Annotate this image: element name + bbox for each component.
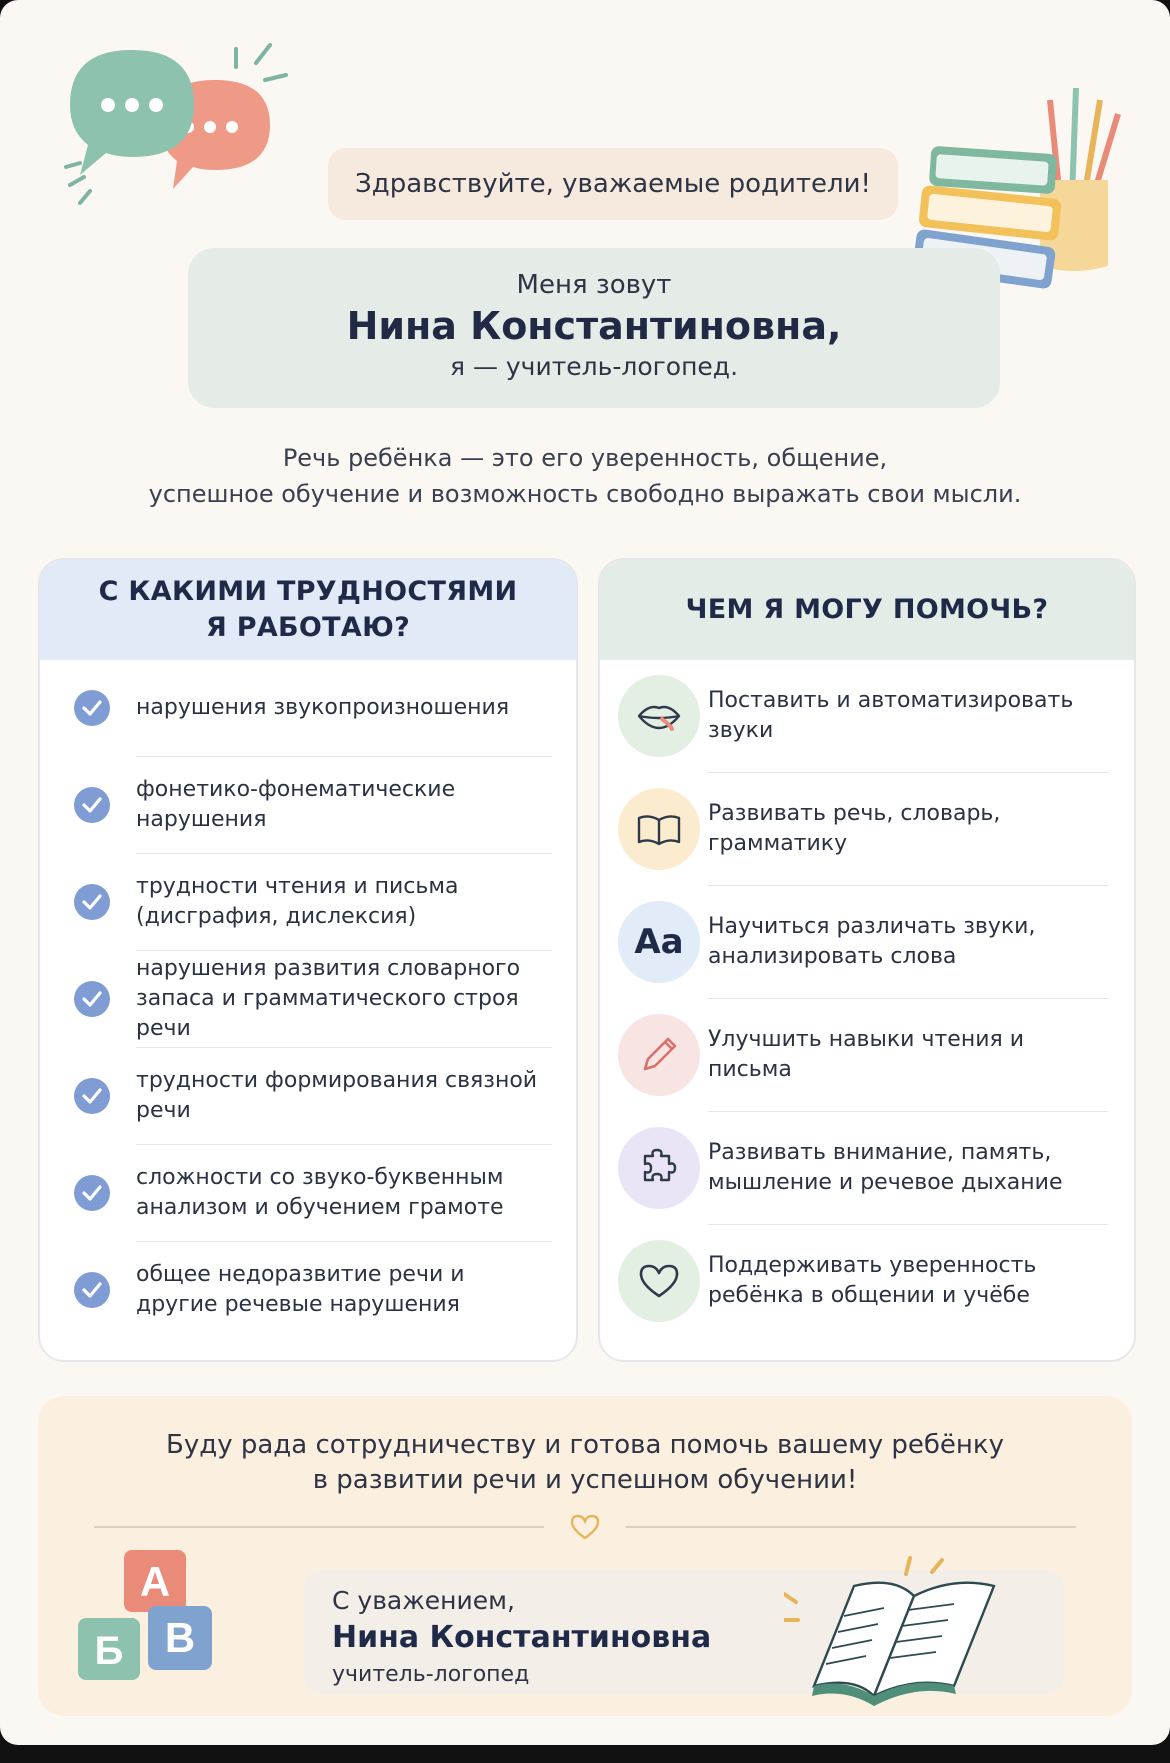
check-icon: [74, 1175, 110, 1211]
list-item-label: Улучшить навыки чтения и письма: [708, 1027, 1025, 1082]
teacher-name: Нина Константиновна,: [346, 304, 842, 348]
list-item-label: общее недоразвитие речи и другие речевые нарушения: [136, 1262, 465, 1317]
check-icon: [74, 1078, 110, 1114]
intro-text-line: успешное обучение и возможность свободно выражать свои мысли.: [148, 480, 1022, 508]
check-icon: [74, 981, 110, 1017]
list-item: [708, 773, 1108, 886]
list-item: [136, 757, 552, 854]
heart-icon: [618, 1240, 700, 1322]
lips-icon: [618, 675, 700, 757]
difficulties-title-line: Я РАБОТАЮ?: [205, 612, 411, 643]
block-letter: А: [139, 1558, 171, 1605]
list-item-label: фонетико-фонематические нарушения: [136, 777, 456, 832]
list-item-label: Развивать речь, словарь, грамматику: [708, 801, 1001, 856]
difficulties-card: [38, 558, 578, 1362]
difficulties-title-line: С КАКИМИ ТРУДНОСТЯМИ: [98, 576, 518, 607]
closing-line: в развитии речи и успешном обучении!: [312, 1465, 858, 1495]
signature-regards: С уважением,: [332, 1586, 515, 1615]
speech-bubbles-icon: [60, 35, 320, 235]
list-item: [708, 660, 1108, 773]
heart-icon: [570, 1514, 600, 1540]
help-title: ЧЕМ Я МОГУ ПОМОЧЬ?: [600, 560, 1134, 660]
list-item-label: Научиться различать звуки, анализировать слова: [708, 914, 1036, 969]
list-item: [708, 1225, 1108, 1337]
list-item-label: трудности формирования связной речи: [136, 1068, 538, 1123]
check-icon: [74, 884, 110, 920]
footer-card: [38, 1396, 1132, 1716]
list-item-label: Развивать внимание, память, мышление и речевое дыхание: [708, 1140, 1063, 1195]
pencil-icon: [618, 1014, 700, 1096]
intro-text-line: Речь ребёнка — это его уверенность, общение,: [282, 444, 888, 472]
signature-role: учитель-логопед: [332, 1662, 530, 1687]
difficulties-title: [40, 560, 576, 660]
list-item-label: Поставить и автоматизировать звуки: [708, 688, 1074, 743]
intro-card: [188, 248, 1000, 408]
list-item-label: трудности чтения и письма (дисграфия, дислексия): [136, 874, 459, 929]
divider: [94, 1526, 544, 1528]
block-letter: В: [164, 1614, 196, 1661]
difficulties-list: [40, 660, 576, 1338]
open-book-icon: [784, 1536, 1044, 1706]
help-card: [598, 558, 1136, 1362]
list-item: [136, 1048, 552, 1145]
letters-icon: [618, 901, 700, 983]
puzzle-icon: [618, 1127, 700, 1209]
check-icon: [74, 690, 110, 726]
list-item-label: сложности со звуко-буквенным анализом и обучением грамоте: [136, 1165, 504, 1220]
block-letter: Б: [94, 1629, 124, 1673]
abc-blocks-icon: [74, 1544, 224, 1694]
check-icon: [74, 787, 110, 823]
intro-line: Меня зовут: [516, 270, 672, 300]
list-item-label: Поддерживать уверенность ребёнка в общении и учёбе: [708, 1253, 1037, 1308]
check-icon: [74, 1272, 110, 1308]
greeting-banner: Здравствуйте, уважаемые родители!: [328, 148, 898, 220]
divider: [626, 1526, 1076, 1528]
list-item-label: нарушения развития словарного запаса и грамматического строя речи: [136, 956, 521, 1041]
list-item: [136, 854, 552, 951]
list-item: [634, 886, 1108, 999]
intro-text: [80, 440, 1090, 512]
signature-name: Нина Константиновна: [332, 1620, 712, 1655]
closing-message: [38, 1428, 1132, 1498]
list-item-label: нарушения звукопроизношения: [136, 695, 510, 720]
list-item: [136, 1145, 552, 1242]
list-item: [708, 999, 1108, 1112]
closing-line: Буду рада сотрудничеству и готова помочь вашему ребёнку: [166, 1430, 1004, 1460]
help-list: [600, 660, 1134, 1337]
letters-icon-text: Аа: [634, 922, 684, 962]
list-item: [136, 660, 552, 757]
list-item: [708, 1112, 1108, 1225]
teacher-role: я — учитель-логопед.: [449, 352, 739, 381]
list-item: [136, 951, 552, 1048]
list-item: [136, 1242, 552, 1338]
book-icon: [618, 788, 700, 870]
